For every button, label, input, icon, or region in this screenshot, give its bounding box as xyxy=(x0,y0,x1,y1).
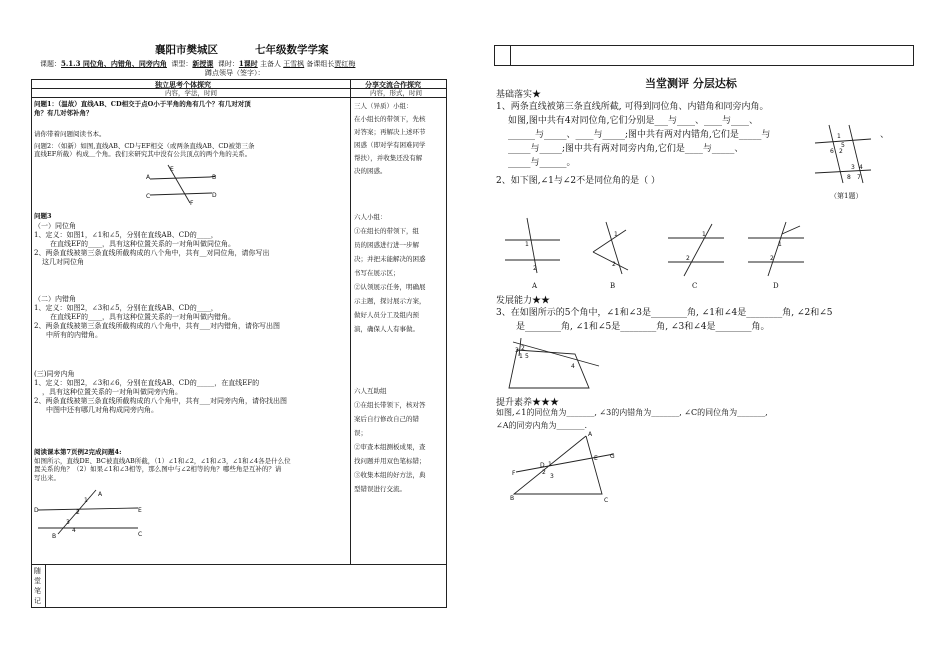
school-name: 襄阳市樊城区 xyxy=(155,44,218,56)
choice-d-figure xyxy=(748,220,808,280)
svg-text:D: D xyxy=(34,507,39,514)
svg-text:D: D xyxy=(540,462,545,469)
svg-text:2: 2 xyxy=(533,265,537,272)
col1-title: 独立思考个体探究 xyxy=(155,80,211,89)
svg-text:2: 2 xyxy=(76,509,80,516)
choice-c-figure xyxy=(668,220,728,280)
svg-text:3: 3 xyxy=(66,519,70,526)
svg-text:8: 8 xyxy=(847,174,851,181)
svg-text:A: A xyxy=(146,174,151,181)
task-figure xyxy=(34,490,148,540)
fig3-quadrilateral xyxy=(505,338,605,393)
quiz-title: 当堂测评 分层达标 xyxy=(645,77,737,90)
svg-text:B: B xyxy=(212,174,217,181)
svg-text:2: 2 xyxy=(612,261,616,268)
question-2: 问题2：（如新）如图,直线AB、CD与EF相交（或两条直线AB、CD被第三条 xyxy=(34,141,255,150)
svg-text:1: 1 xyxy=(519,353,523,360)
svg-text:6: 6 xyxy=(830,148,834,155)
svg-text:C: C xyxy=(146,193,151,200)
choice-b-figure xyxy=(588,222,638,277)
svg-text:B: B xyxy=(510,495,515,502)
svg-text:G: G xyxy=(610,453,615,460)
svg-text:4: 4 xyxy=(571,363,575,370)
col2-title: 分享交流合作探究 xyxy=(365,80,421,89)
svg-text:B: B xyxy=(52,533,57,540)
choice-a-figure xyxy=(505,218,565,278)
svg-text:1: 1 xyxy=(778,241,782,248)
svg-text:4: 4 xyxy=(859,164,863,171)
svg-text:E: E xyxy=(594,455,598,462)
svg-text:2: 2 xyxy=(542,469,546,476)
svg-text:1: 1 xyxy=(525,241,529,248)
svg-text:C: C xyxy=(604,497,609,504)
problem-3: 3、在如图所示的5个角中，∠1和∠3是________角, ∠1和∠4是________角, ∠2和∠5 是________角, ∠1和∠5是________角, ∠3和∠4是________角。 xyxy=(496,308,833,332)
basic-level: 基础落实★ xyxy=(496,90,542,100)
svg-text:2: 2 xyxy=(521,345,525,352)
col1-sub: 内容，学法，时间 xyxy=(165,89,217,97)
svg-text:D: D xyxy=(212,192,217,199)
svg-text:A: A xyxy=(588,431,593,438)
svg-text:5: 5 xyxy=(525,353,529,360)
group-mutual: 六人互助组 ①在组长带领下，核对答 案后自行修改自己的错 误； ②审查本组测板成果，查 找问题并用双色笔标错； ③收集本组的好方法，典 型错误进行交流。 xyxy=(354,387,426,493)
notes-label: 随 堂 笔 记 xyxy=(34,567,41,605)
column-divider xyxy=(350,79,351,564)
question-3: 问题3 （一）同位角 1、定义：如图1，∠1和∠5，分别在直线AB、CD的____， 在直线EF的____，具有这种位置关系的一对角叫做同位角。 2、两条直线被第三条直线所截构成的八个角中，共有__对同位角，请你写出 这几对同位角 xyxy=(34,212,348,267)
svg-text:F: F xyxy=(512,470,516,477)
choice-c[interactable]: C xyxy=(692,282,698,290)
svg-text:4: 4 xyxy=(72,527,76,534)
problem-1: 1、两条直线被第三条直线所截, 可得到同位角、内错角和同旁内角。 如图,图中共有4对同位角,它们分别是___与____、____与____、 ______与_____、____与_____;图中共有两对内错角,它们是_____与 _____与_____;图中共有两对同旁内角,它们是____与_____、 _____与______。 xyxy=(496,102,771,168)
col2-sub: 内容，形式，时间 xyxy=(370,89,422,97)
advanced-level: 提升素养★★★ xyxy=(496,398,560,408)
svg-text:7: 7 xyxy=(857,174,861,181)
svg-text:3: 3 xyxy=(515,347,519,354)
lesson-info: 课题：5.1.3 同位角、内错角、同旁内角 课型：新授课 课时：1课时 主备人 王雪枫 备课组长贾红梅 xyxy=(40,59,356,68)
fig1-transversal xyxy=(815,125,875,185)
col1-content: 问题1：（温故）直线AB、CD相交于点O小于平角的角有几个？有几对对顶 角？有几对邻补角？ 请你带着问题阅读书本。 问题2：（如新）如图,直线AB、CD与EF相交（或两条直线AB、CD被第三条 直线EF所截）构成＿个角。我们来研究其中没有公共顶点的两个角的关系。 xyxy=(34,100,348,159)
svg-text:A: A xyxy=(98,491,103,498)
svg-text:F: F xyxy=(190,200,194,207)
problem-4: 如图,∠1的同位角为_______, ∠3的内错角为_______, ∠C的同位角为_______, ∠A的同旁内角为_______. xyxy=(496,408,768,430)
reading-note: 请你带着问题阅读书本。 xyxy=(34,130,106,138)
section-alternate: （二）内错角 1、定义：如图2，∠3和∠5，分别在直线AB、CD的____， 在直线EF的____，具有这种位置关系的一对角叫做内错角。 2、两条直线被第三条直线所截构成的八个角中，共有___对内错角，请你写出图 中所有的内错角。 xyxy=(34,295,280,339)
page-title: 七年级数学学案 xyxy=(255,44,329,56)
svg-text:3: 3 xyxy=(550,473,554,480)
fig4-triangle xyxy=(510,432,620,502)
group-six: 六人小组： ①在组长的带领下，组 员的困惑进行进一步解 决；并把未能解决的困惑 书写在展示区； ②认领展示任务，明确展 示主题，探讨展示方案， 做好人员分工及组内预 演，确保人人有事做。 xyxy=(354,213,426,333)
svg-text:1: 1 xyxy=(837,133,841,140)
section-corresponding: （一）同位角 xyxy=(34,221,76,230)
choice-d[interactable]: D xyxy=(773,282,779,290)
header-box xyxy=(494,45,914,66)
choice-a[interactable]: A xyxy=(532,282,538,290)
intersecting-lines-figure xyxy=(146,165,220,207)
svg-text:3: 3 xyxy=(851,164,855,171)
question-1: 问题1：（温故）直线AB、CD相交于点O小于平角的角有几个？有几对对顶 xyxy=(34,100,251,108)
problem-2: 2、如下图,∠1与∠2不是同位角的是（ ） xyxy=(496,176,660,186)
approver: 蹲点领导（签字）： xyxy=(205,69,265,77)
svg-text:2: 2 xyxy=(686,255,690,262)
choice-b[interactable]: B xyxy=(610,282,616,290)
svg-text:C: C xyxy=(138,531,143,538)
develop-level: 发展能力★★ xyxy=(496,296,551,306)
svg-text:5: 5 xyxy=(841,142,845,149)
svg-text:E: E xyxy=(138,507,142,514)
svg-text:2: 2 xyxy=(839,148,843,155)
fig1-caption: （第1题） xyxy=(830,192,863,200)
svg-text:1: 1 xyxy=(84,497,88,504)
svg-text:1: 1 xyxy=(548,461,552,468)
svg-text:E: E xyxy=(170,166,174,173)
svg-text:1: 1 xyxy=(702,231,706,238)
group-trio: 三人（异质）小组： 在小组长的带领下，先核 对答案；再解决上述环节 困惑（即对学有困难同学 帮扶），并收集还没有解 决的困惑。 xyxy=(354,102,426,175)
section-interior: (三)同旁内角 1、定义：如图2，∠3和∠6，分别在直线AB、CD的_____，在直线EF的 ，具有这种位置关系的一对角叫做同旁内角。 2、两条直线被第三条直线所截构成的八个角中，共有___对同旁内角，请你找出图 中图中还有哪几对角构成同旁内角。 xyxy=(34,370,287,414)
svg-text:2: 2 xyxy=(770,255,774,262)
question-4: 阅读课本第7页例2完成问题4: 如图所示，直线DE、BC被直线AB所截，（1）∠1和∠2，∠1和∠3，∠1和∠4各是什么位 置关系的角？（2）如果∠1和∠3相等，那么图中与∠2相等的角？哪些角是互补的？请 写出来。 xyxy=(34,448,291,482)
svg-text:1: 1 xyxy=(614,231,618,238)
